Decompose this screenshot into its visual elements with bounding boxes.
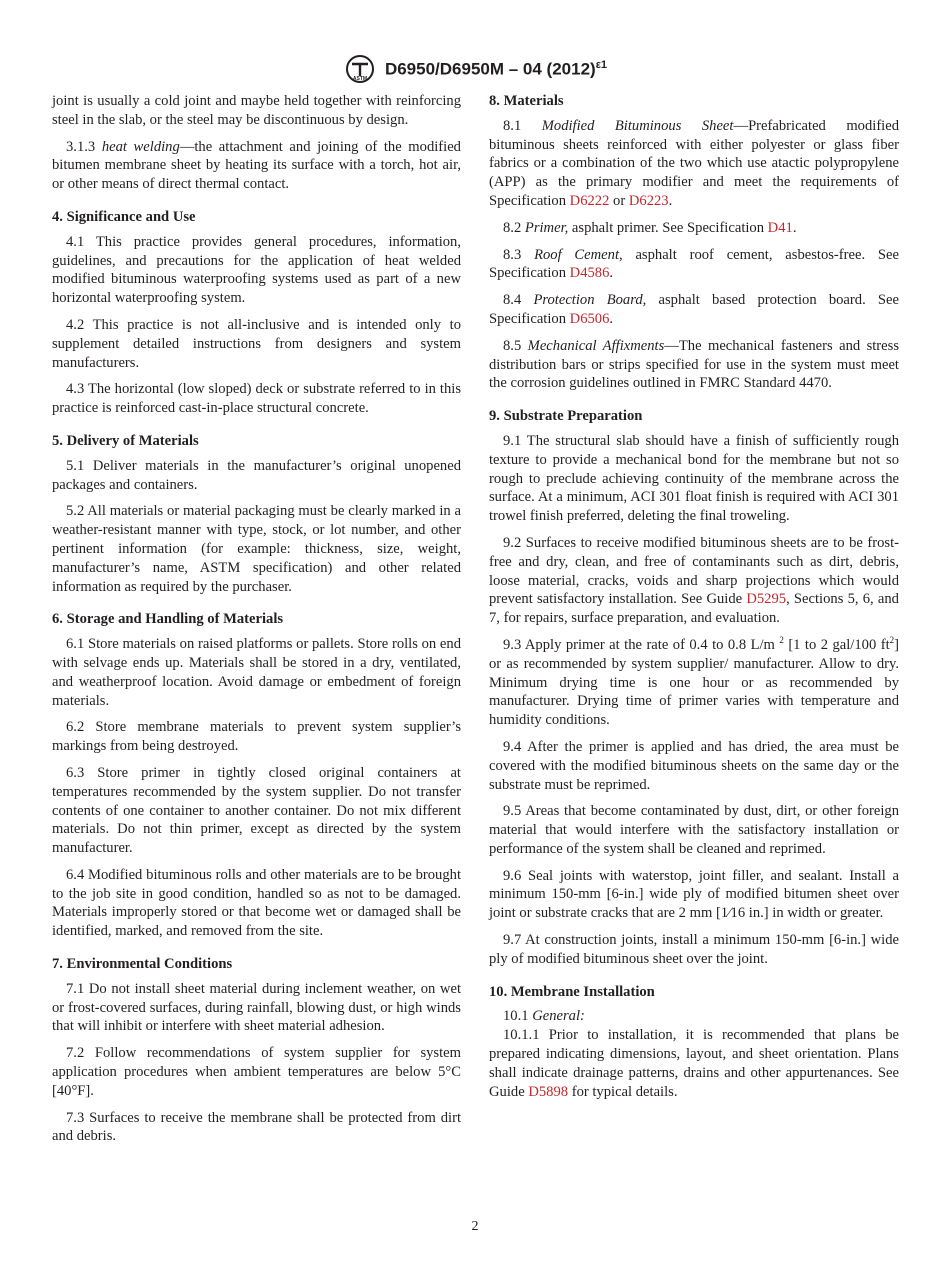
link-d5898[interactable]: D5898 [528, 1083, 569, 1100]
paragraph-7-3: 7.3 Surfaces to receive the membrane shall be protected from dirt and debris. [52, 1109, 461, 1145]
paragraph-9-6: 9.6 Seal joints with waterstop, joint filler, and sealant. Install a minimum 150-mm [6-in.] wide ply of modified bitumen sheet over joint or substrate cracks that are 2 mm [1⁄16 in.] in width or greater. [489, 867, 899, 922]
section-10-heading: 10. Membrane Installation [489, 983, 655, 1000]
paragraph-4-3: 4.3 The horizontal (low sloped) deck or substrate referred to in this practice is reinforced cast-in-place structural concrete. [52, 381, 461, 417]
paragraph-10-1-1: 10.1.1 Prior to installation, it is recommended that plans be prepared indicating dimensions, layout, and sheet orientation. Plans shall indicate drainage patterns, drains and other appurtenances. See Guide D5898 for typical details. [489, 1027, 899, 1100]
link-d6223[interactable]: D6223 [628, 192, 669, 209]
astm-logo-icon [343, 54, 377, 84]
paragraph-7-2: 7.2 Follow recommendations of system supplier for system application procedures when ambient temperatures are below 5°C [40°F]. [52, 1045, 461, 1099]
right-column [489, 92, 899, 1109]
paragraph-3-1-3: 3.1.3 heat welding—the attachment and joining of the modified bitumen membrane sheet by heating its surface with a torch, hot air, or other means of direct thermal contact. [52, 138, 461, 193]
section-9-heading: 9. Substrate Preparation [489, 408, 643, 425]
link-d5295[interactable]: D5295 [746, 591, 787, 608]
paragraph-6-4: 6.4 Modified bituminous rolls and other materials are to be brought to the job site in good condition, handled so as not to be damaged. Materials improperly stored or that become wet or damaged shall be identified, marked, and removed from the site. [52, 866, 461, 940]
paragraph-9-5: 9.5 Areas that become contaminated by dust, dirt, or other foreign material that would interfere with the satisfactory installation or performance of the system shall be cleaned and reprimed. [489, 803, 899, 857]
paragraph-10-1: 10.1 General: [503, 1008, 585, 1025]
paragraph-6-3: 6.3 Store primer in tightly closed original containers at temperatures recommended by the system supplier. Do not transfer contents of one container to another container. Do not mix different materials. Do not thin primer, except as directed by the system manufacturer. [52, 764, 461, 857]
paragraph-8-3: 8.3 Roof Cement, asphalt roof cement, asbestos-free. See Specification D4586. [489, 246, 899, 282]
svg-text:ASTM: ASTM [352, 76, 368, 82]
paragraph-4-1: 4.1 This practice provides general procedures, information, guidelines, and precautions for the application of heat welded modified bituminous waterproofing systems used as part of a new horizontal waterproofing system. [52, 233, 461, 307]
paragraph-6-1: 6.1 Store materials on raised platforms or pallets. Store rolls on end with selvage ends up. Materials shall be stored in a dry, ventilated, and weatherproof location. Avoid damage or embedment of foreign materials. [52, 636, 461, 709]
link-d6506[interactable]: D6506 [569, 310, 610, 327]
paragraph-8-1: 8.1 Modified Bituminous Sheet—Prefabricated modified bituminous sheets reinforced with either polyester or glass fiber fabrics or a combination of the two which use atactic polypropylene (APP) as the primary modifier and meet the requirements of Specification D6222 or D6223. [489, 117, 900, 209]
paragraph-9-3: 9.3 Apply primer at the rate of 0.4 to 0.8 L/m $^2$ [1 to 2 gal/100 $ft^2$] or as recommended by system supplier/ manufacturer. Allow to dry. Minimum drying time is one hour or as recommended by manufacturer. Drying time of primer varies with temperature and humidity conditions. [489, 635, 899, 729]
document-designation: D6950/D6950M – 04 $(2012)^{\varepsilon 1}$ [384, 58, 608, 79]
paragraph-5-1: 5.1 Deliver materials in the manufacturer’s original unopened packages and containers. [52, 457, 461, 493]
section-4-heading: 4. Significance and Use [52, 208, 196, 225]
paragraph-9-7: 9.7 At construction joints, install a minimum 150-mm [6-in.] wide ply of modified bituminous sheet over the joint. [489, 932, 899, 967]
paragraph-4-2: 4.2 This practice is not all-inclusive and is intended only to supplement detailed instructions from designers and system manufacturers. [52, 316, 461, 371]
paragraph-5-2: 5.2 All materials or material packaging must be clearly marked in a weather-resistant manner with type, stock, or lot number, and other pertinent information (for example: thickness, size, weight, manufacturer’s name, ASTM specification) and other related information as required by the purchaser. [52, 503, 461, 595]
page-number: 2 [471, 1219, 479, 1234]
left-column [52, 92, 461, 1154]
paragraph-continuation: joint is usually a cold joint and maybe held together with reinforcing steel in the slab, or the steel may be discontinuous by design. [52, 93, 461, 128]
link-d4586[interactable]: D4586 [569, 265, 610, 282]
paragraph-7-1: 7.1 Do not install sheet material during inclement weather, on wet or frost-covered surfaces, during rainfall, blowing dust, or high winds that will inhibit or interfere with sheet material adhesion. [52, 980, 461, 1035]
section-6-heading: 6. Storage and Handling of Materials [52, 611, 284, 628]
section-7-heading: 7. Environmental Conditions [52, 956, 233, 973]
section-5-heading: 5. Delivery of Materials [52, 432, 199, 449]
paragraph-6-2: 6.2 Store membrane materials to prevent system supplier’s markings from being destroyed. [52, 719, 461, 755]
section-8-heading: 8. Materials [489, 93, 564, 109]
epsilon-superscript: ε1 [595, 58, 608, 71]
paragraph-9-1: 9.1 The structural slab should have a finish of sufficiently rough texture to provide a mechanical bond for the membrane but not so rough to preclude achieving continuity of the membrane across the surface. At a minimum, ACI 301 float finish is required with ACI 301 trowel finish preferred, deleting the final troweling. [489, 432, 899, 525]
link-d6222[interactable]: D6222 [569, 192, 610, 209]
paragraph-9-4: 9.4 After the primer is applied and has dried, the area must be covered with the modified bituminous sheets on the same day or the substrate must be reprimed. [489, 738, 899, 793]
paragraph-8-2: 8.2 Primer, asphalt primer. See Specification D41. [503, 219, 797, 236]
paragraph-8-4: 8.4 Protection Board, asphalt based protection board. See Specification D6506. [489, 292, 899, 327]
page-header [0, 54, 950, 84]
paragraph-8-5: 8.5 Mechanical Affixments—The mechanical fasteners and stress distribution bars or strips specified for use in the system must meet the corrosion guidelines outlined in FMRC Standard 4470. [489, 337, 899, 392]
paragraph-9-2: 9.2 Surfaces to receive modified bituminous sheets are to be frost-free and dry, clean, and free of contaminants such as dirt, debris, loose material, cracks, voids and sharp projections which would prevent satisfactory installation. See Guide D5295, Sections 5, 6, and 7, for repairs, surface preparation, and evaluation. [489, 534, 899, 627]
link-d41[interactable]: D41 [767, 219, 793, 236]
